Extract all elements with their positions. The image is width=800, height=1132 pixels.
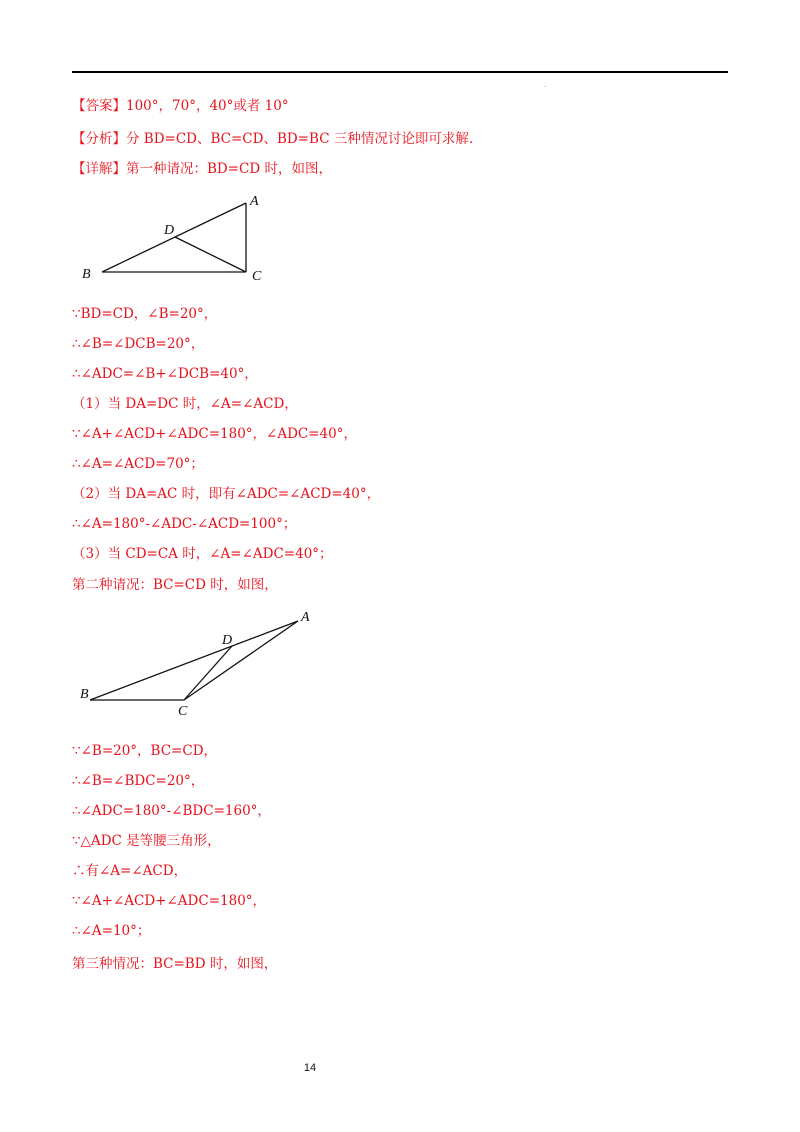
case1-line-5: ∵∠A+∠ACD+∠ADC=180°，∠ADC=40°， — [72, 426, 357, 442]
case1-line-2: ∴∠B=∠DCB=20°， — [72, 336, 205, 352]
label-D: D — [222, 633, 233, 648]
segment-DC — [175, 237, 246, 272]
case2-heading: 第二种请况：BC=CD 时，如图， — [72, 577, 278, 593]
case1-line-7: （2）当 DA=AC 时，即有∠ADC=∠ACD=40°， — [72, 486, 381, 502]
answer-text: 100°，70°，40°或者 10° — [126, 98, 289, 114]
analysis-text: 分 BD=CD、BC=CD、BD=BC 三种情况讨论即可求解. — [126, 131, 474, 147]
label-D: D — [164, 223, 175, 238]
case1-line-9: （3）当 CD=CA 时，∠A=∠ADC=40°； — [72, 546, 333, 562]
label-B: B — [80, 687, 89, 702]
header-rule — [72, 71, 728, 73]
case1-line-3: ∴∠ADC=∠B+∠DCB=40°， — [72, 366, 258, 382]
detail-text: 第一种请况：BD=CD 时，如图， — [126, 161, 332, 177]
case2-line-7: ∴∠A=10°； — [72, 923, 151, 939]
header-mark: · — [544, 84, 546, 91]
case1-line-4: （1）当 DA=DC 时，∠A=∠ACD， — [72, 396, 298, 412]
label-C: C — [178, 704, 188, 716]
analysis-tag: 【分析】 — [72, 131, 126, 147]
case2-line-4: ∵△ADC 是等腰三角形， — [72, 833, 221, 849]
analysis-line — [72, 130, 473, 148]
answer-tag: 【答案】 — [72, 98, 126, 114]
case1-line-8: ∴∠A=180°-∠ADC-∠ACD=100°； — [72, 516, 297, 532]
detail-tag: 【详解】 — [72, 161, 126, 177]
page-number: 14 — [303, 1062, 317, 1074]
figure-2-triangle — [72, 604, 322, 716]
figure-1-triangle — [72, 188, 292, 284]
answer-line — [72, 97, 289, 115]
case2-line-1: ∵∠B=20°，BC=CD， — [72, 743, 218, 759]
case1-line-6: ∴∠A=∠ACD=70°； — [72, 456, 204, 472]
case2-line-2: ∴∠B=∠BDC=20°， — [72, 773, 205, 789]
label-A: A — [250, 194, 259, 209]
case3-heading: 第三种情况：BC=BD 时，如图， — [72, 956, 278, 972]
segment-CA — [184, 621, 298, 700]
segment-CD — [184, 646, 232, 700]
label-A: A — [301, 610, 310, 625]
case2-line-6: ∵∠A+∠ACD+∠ADC=180°， — [72, 893, 267, 909]
case2-line-3: ∴∠ADC=180°-∠BDC=160°， — [72, 803, 271, 819]
label-B: B — [82, 267, 91, 282]
detail-line — [72, 160, 332, 178]
case2-line-5: ∴有∠A=∠ACD， — [72, 863, 188, 879]
case1-line-1: ∵BD=CD，∠B=20°， — [72, 306, 218, 322]
label-C: C — [252, 269, 262, 284]
